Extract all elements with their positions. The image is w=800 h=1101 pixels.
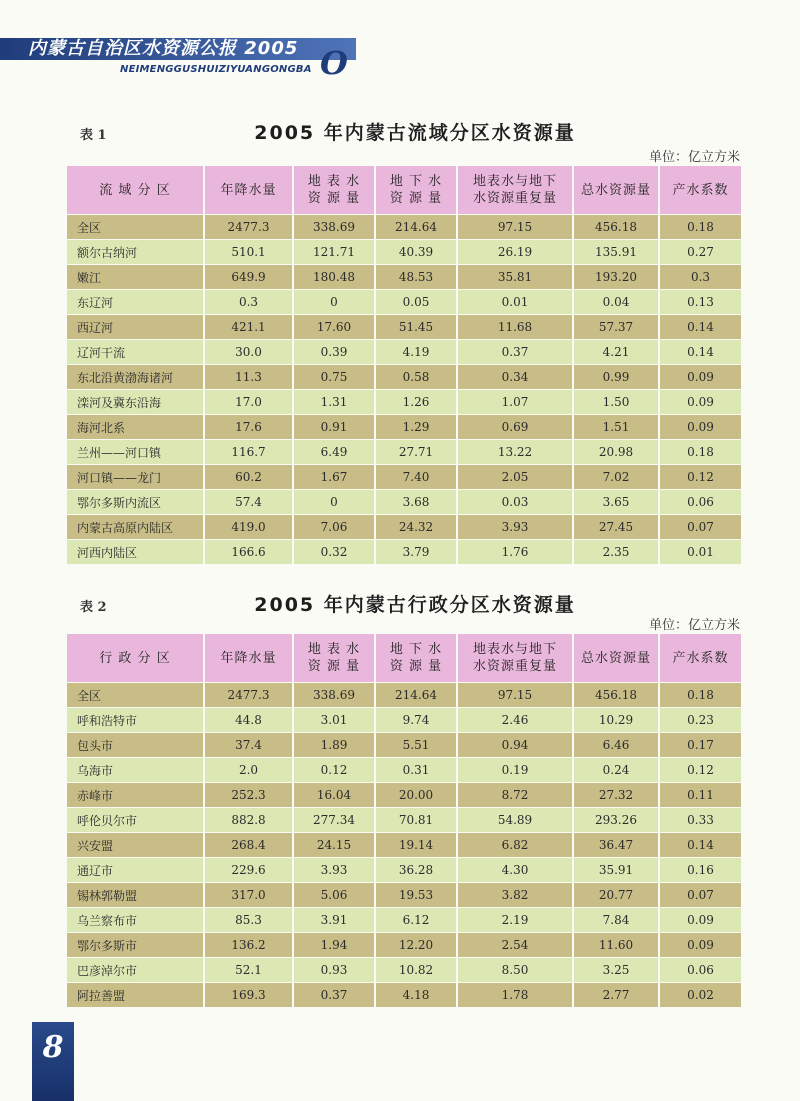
value-cell: 4.19: [376, 339, 458, 364]
value-cell: 0.12: [660, 464, 741, 489]
value-cell: 19.53: [376, 882, 458, 907]
value-cell: 0.13: [660, 289, 741, 314]
value-cell: 2.0: [205, 757, 294, 782]
region-name-cell: 额尔古纳河: [67, 239, 205, 264]
value-cell: 3.68: [376, 489, 458, 514]
region-name-cell: 鄂尔多斯市: [67, 932, 205, 957]
region-name-cell: 内蒙古高原内陆区: [67, 514, 205, 539]
table-row: [67, 882, 741, 907]
value-cell: 3.25: [574, 957, 660, 982]
table-header-row: [67, 166, 741, 214]
region-name-cell: 鄂尔多斯内流区: [67, 489, 205, 514]
value-cell: 57.37: [574, 314, 660, 339]
column-header: 产水系数: [660, 634, 741, 682]
column-header: 产水系数: [660, 166, 741, 214]
table1-title: 2005 年内蒙古流域分区水资源量: [254, 122, 576, 144]
value-cell: 27.32: [574, 782, 660, 807]
region-name-cell: 全区: [67, 214, 205, 239]
region-name-cell: 滦河及冀东沿海: [67, 389, 205, 414]
value-cell: 0.3: [205, 289, 294, 314]
value-cell: 0.24: [574, 757, 660, 782]
value-cell: 4.21: [574, 339, 660, 364]
value-cell: 11.3: [205, 364, 294, 389]
value-cell: 20.98: [574, 439, 660, 464]
region-name-cell: 嫩江: [67, 264, 205, 289]
region-name-cell: 河西内陆区: [67, 539, 205, 564]
table-row: [67, 339, 741, 364]
value-cell: 0.05: [376, 289, 458, 314]
value-cell: 0.12: [660, 757, 741, 782]
column-header: 地 下 水 资 源 量: [376, 166, 458, 214]
value-cell: 1.76: [458, 539, 574, 564]
value-cell: 9.74: [376, 707, 458, 732]
value-cell: 166.6: [205, 539, 294, 564]
value-cell: 0.14: [660, 314, 741, 339]
value-cell: 3.79: [376, 539, 458, 564]
value-cell: 338.69: [294, 682, 376, 707]
value-cell: 24.15: [294, 832, 376, 857]
value-cell: 169.3: [205, 982, 294, 1007]
value-cell: 293.26: [574, 807, 660, 832]
region-name-cell: 兰州——河口镇: [67, 439, 205, 464]
table-row: [67, 682, 741, 707]
value-cell: 51.45: [376, 314, 458, 339]
region-name-cell: 阿拉善盟: [67, 982, 205, 1007]
value-cell: 17.6: [205, 414, 294, 439]
value-cell: 0.03: [458, 489, 574, 514]
column-header: 总水资源量: [574, 166, 660, 214]
value-cell: 136.2: [205, 932, 294, 957]
value-cell: 3.82: [458, 882, 574, 907]
value-cell: 5.51: [376, 732, 458, 757]
value-cell: 338.69: [294, 214, 376, 239]
value-cell: 193.20: [574, 264, 660, 289]
value-cell: 0.27: [660, 239, 741, 264]
admin-water-resources-table: [67, 634, 741, 1007]
value-cell: 0.69: [458, 414, 574, 439]
value-cell: 6.12: [376, 907, 458, 932]
value-cell: 268.4: [205, 832, 294, 857]
value-cell: 0.09: [660, 389, 741, 414]
value-cell: 8.50: [458, 957, 574, 982]
value-cell: 1.94: [294, 932, 376, 957]
value-cell: 1.67: [294, 464, 376, 489]
value-cell: 35.81: [458, 264, 574, 289]
value-cell: 1.50: [574, 389, 660, 414]
value-cell: 0.75: [294, 364, 376, 389]
region-name-cell: 包头市: [67, 732, 205, 757]
value-cell: 1.89: [294, 732, 376, 757]
table-row: [67, 214, 741, 239]
value-cell: 30.0: [205, 339, 294, 364]
table-row: [67, 489, 741, 514]
table-row: [67, 907, 741, 932]
value-cell: 7.02: [574, 464, 660, 489]
value-cell: 6.46: [574, 732, 660, 757]
value-cell: 456.18: [574, 682, 660, 707]
column-header: 总水资源量: [574, 634, 660, 682]
value-cell: 8.72: [458, 782, 574, 807]
table1-unit: 单位：亿立方米: [648, 150, 740, 165]
value-cell: 16.04: [294, 782, 376, 807]
value-cell: 20.77: [574, 882, 660, 907]
value-cell: 0.09: [660, 932, 741, 957]
table-row: [67, 932, 741, 957]
region-name-cell: 东辽河: [67, 289, 205, 314]
value-cell: 277.34: [294, 807, 376, 832]
value-cell: 419.0: [205, 514, 294, 539]
value-cell: 40.39: [376, 239, 458, 264]
value-cell: 37.4: [205, 732, 294, 757]
value-cell: 0.14: [660, 339, 741, 364]
column-header: 地 下 水 资 源 量: [376, 634, 458, 682]
value-cell: 10.82: [376, 957, 458, 982]
value-cell: 0.17: [660, 732, 741, 757]
region-name-cell: 巴彦淖尔市: [67, 957, 205, 982]
value-cell: 54.89: [458, 807, 574, 832]
value-cell: 3.93: [458, 514, 574, 539]
column-header: 地 表 水 资 源 量: [294, 166, 376, 214]
value-cell: 3.65: [574, 489, 660, 514]
value-cell: 0.06: [660, 489, 741, 514]
column-header: 年降水量: [205, 634, 294, 682]
value-cell: 27.45: [574, 514, 660, 539]
region-name-cell: 锡林郭勒盟: [67, 882, 205, 907]
value-cell: 0.16: [660, 857, 741, 882]
value-cell: 0.37: [294, 982, 376, 1007]
value-cell: 7.84: [574, 907, 660, 932]
value-cell: 2.05: [458, 464, 574, 489]
value-cell: 44.8: [205, 707, 294, 732]
value-cell: 20.00: [376, 782, 458, 807]
table2-title: 2005 年内蒙古行政分区水资源量: [254, 594, 576, 616]
value-cell: 421.1: [205, 314, 294, 339]
table-row: [67, 439, 741, 464]
column-header: 地表水与地下 水资源重复量: [458, 634, 574, 682]
value-cell: 7.40: [376, 464, 458, 489]
value-cell: 0.06: [660, 957, 741, 982]
table-row: [67, 757, 741, 782]
value-cell: 135.91: [574, 239, 660, 264]
value-cell: 882.8: [205, 807, 294, 832]
report-title: 内蒙古自治区水资源公报 2005: [28, 38, 299, 59]
value-cell: 26.19: [458, 239, 574, 264]
table-row: [67, 707, 741, 732]
value-cell: 121.71: [294, 239, 376, 264]
table-row: [67, 264, 741, 289]
value-cell: 36.28: [376, 857, 458, 882]
value-cell: 1.51: [574, 414, 660, 439]
column-header: 行 政 分 区: [67, 634, 205, 682]
region-name-cell: 河口镇——龙门: [67, 464, 205, 489]
table-row: [67, 514, 741, 539]
table-row: [67, 289, 741, 314]
value-cell: 0.99: [574, 364, 660, 389]
value-cell: 0.37: [458, 339, 574, 364]
value-cell: 229.6: [205, 857, 294, 882]
value-cell: 0.31: [376, 757, 458, 782]
table2-unit: 单位：亿立方米: [648, 618, 740, 633]
report-subtitle: NEIMENGGUSHUIZIYUANGONGBA: [120, 64, 312, 75]
value-cell: 0.07: [660, 514, 741, 539]
value-cell: 0.94: [458, 732, 574, 757]
value-cell: 1.29: [376, 414, 458, 439]
value-cell: 12.20: [376, 932, 458, 957]
value-cell: 11.60: [574, 932, 660, 957]
value-cell: 0.93: [294, 957, 376, 982]
value-cell: 0.12: [294, 757, 376, 782]
value-cell: 0.33: [660, 807, 741, 832]
table-row: [67, 957, 741, 982]
value-cell: 57.4: [205, 489, 294, 514]
value-cell: 0: [294, 489, 376, 514]
value-cell: 3.01: [294, 707, 376, 732]
value-cell: 0.32: [294, 539, 376, 564]
value-cell: 0.58: [376, 364, 458, 389]
region-name-cell: 乌海市: [67, 757, 205, 782]
table-row: [67, 364, 741, 389]
value-cell: 0.18: [660, 682, 741, 707]
value-cell: 60.2: [205, 464, 294, 489]
value-cell: 2.54: [458, 932, 574, 957]
value-cell: 0.07: [660, 882, 741, 907]
table-row: [67, 464, 741, 489]
region-name-cell: 辽河干流: [67, 339, 205, 364]
value-cell: 0.14: [660, 832, 741, 857]
column-header: 流 域 分 区: [67, 166, 205, 214]
table-row: [67, 982, 741, 1007]
value-cell: 0.09: [660, 414, 741, 439]
value-cell: 2.35: [574, 539, 660, 564]
value-cell: 456.18: [574, 214, 660, 239]
region-name-cell: 赤峰市: [67, 782, 205, 807]
value-cell: 0.3: [660, 264, 741, 289]
value-cell: 52.1: [205, 957, 294, 982]
value-cell: 70.81: [376, 807, 458, 832]
value-cell: 0.01: [458, 289, 574, 314]
table1-number: 表 1: [80, 128, 107, 143]
value-cell: 1.26: [376, 389, 458, 414]
value-cell: 1.31: [294, 389, 376, 414]
value-cell: 10.29: [574, 707, 660, 732]
value-cell: 36.47: [574, 832, 660, 857]
value-cell: 85.3: [205, 907, 294, 932]
value-cell: 214.64: [376, 682, 458, 707]
value-cell: 0.19: [458, 757, 574, 782]
value-cell: 0.39: [294, 339, 376, 364]
value-cell: 2477.3: [205, 214, 294, 239]
value-cell: 19.14: [376, 832, 458, 857]
value-cell: 35.91: [574, 857, 660, 882]
value-cell: 24.32: [376, 514, 458, 539]
region-name-cell: 呼和浩特市: [67, 707, 205, 732]
column-header: 地表水与地下 水资源重复量: [458, 166, 574, 214]
region-name-cell: 乌兰察布市: [67, 907, 205, 932]
table-row: [67, 414, 741, 439]
value-cell: 5.06: [294, 882, 376, 907]
value-cell: 0.09: [660, 907, 741, 932]
value-cell: 2.19: [458, 907, 574, 932]
value-cell: 0.04: [574, 289, 660, 314]
value-cell: 1.78: [458, 982, 574, 1007]
page-number: 8: [42, 1030, 64, 1065]
value-cell: 2.46: [458, 707, 574, 732]
value-cell: 48.53: [376, 264, 458, 289]
table-row: [67, 314, 741, 339]
value-cell: 2477.3: [205, 682, 294, 707]
value-cell: 13.22: [458, 439, 574, 464]
value-cell: 27.71: [376, 439, 458, 464]
value-cell: 6.49: [294, 439, 376, 464]
region-name-cell: 西辽河: [67, 314, 205, 339]
value-cell: 0.09: [660, 364, 741, 389]
table-row: [67, 732, 741, 757]
table-header-row: [67, 634, 741, 682]
value-cell: 97.15: [458, 682, 574, 707]
value-cell: 214.64: [376, 214, 458, 239]
value-cell: 510.1: [205, 239, 294, 264]
value-cell: 11.68: [458, 314, 574, 339]
header-badge-letter: O: [320, 44, 348, 82]
value-cell: 649.9: [205, 264, 294, 289]
value-cell: 17.0: [205, 389, 294, 414]
value-cell: 252.3: [205, 782, 294, 807]
value-cell: 0.02: [660, 982, 741, 1007]
value-cell: 0.23: [660, 707, 741, 732]
value-cell: 0: [294, 289, 376, 314]
value-cell: 2.77: [574, 982, 660, 1007]
value-cell: 3.91: [294, 907, 376, 932]
table-row: [67, 832, 741, 857]
value-cell: 7.06: [294, 514, 376, 539]
value-cell: 0.18: [660, 214, 741, 239]
region-name-cell: 海河北系: [67, 414, 205, 439]
value-cell: 0.18: [660, 439, 741, 464]
value-cell: 17.60: [294, 314, 376, 339]
column-header: 年降水量: [205, 166, 294, 214]
table2-number: 表 2: [80, 600, 107, 615]
value-cell: 0.34: [458, 364, 574, 389]
basin-water-resources-table: [67, 166, 741, 564]
value-cell: 3.93: [294, 857, 376, 882]
value-cell: 4.18: [376, 982, 458, 1007]
region-name-cell: 全区: [67, 682, 205, 707]
region-name-cell: 东北沿黄渤海诸河: [67, 364, 205, 389]
table-row: [67, 807, 741, 832]
region-name-cell: 兴安盟: [67, 832, 205, 857]
value-cell: 97.15: [458, 214, 574, 239]
table-row: [67, 782, 741, 807]
column-header: 地 表 水 资 源 量: [294, 634, 376, 682]
value-cell: 4.30: [458, 857, 574, 882]
value-cell: 0.91: [294, 414, 376, 439]
table-row: [67, 239, 741, 264]
table-row: [67, 857, 741, 882]
region-name-cell: 通辽市: [67, 857, 205, 882]
value-cell: 180.48: [294, 264, 376, 289]
table-row: [67, 539, 741, 564]
value-cell: 317.0: [205, 882, 294, 907]
region-name-cell: 呼伦贝尔市: [67, 807, 205, 832]
value-cell: 116.7: [205, 439, 294, 464]
value-cell: 6.82: [458, 832, 574, 857]
value-cell: 0.11: [660, 782, 741, 807]
value-cell: 0.01: [660, 539, 741, 564]
value-cell: 1.07: [458, 389, 574, 414]
table-row: [67, 389, 741, 414]
